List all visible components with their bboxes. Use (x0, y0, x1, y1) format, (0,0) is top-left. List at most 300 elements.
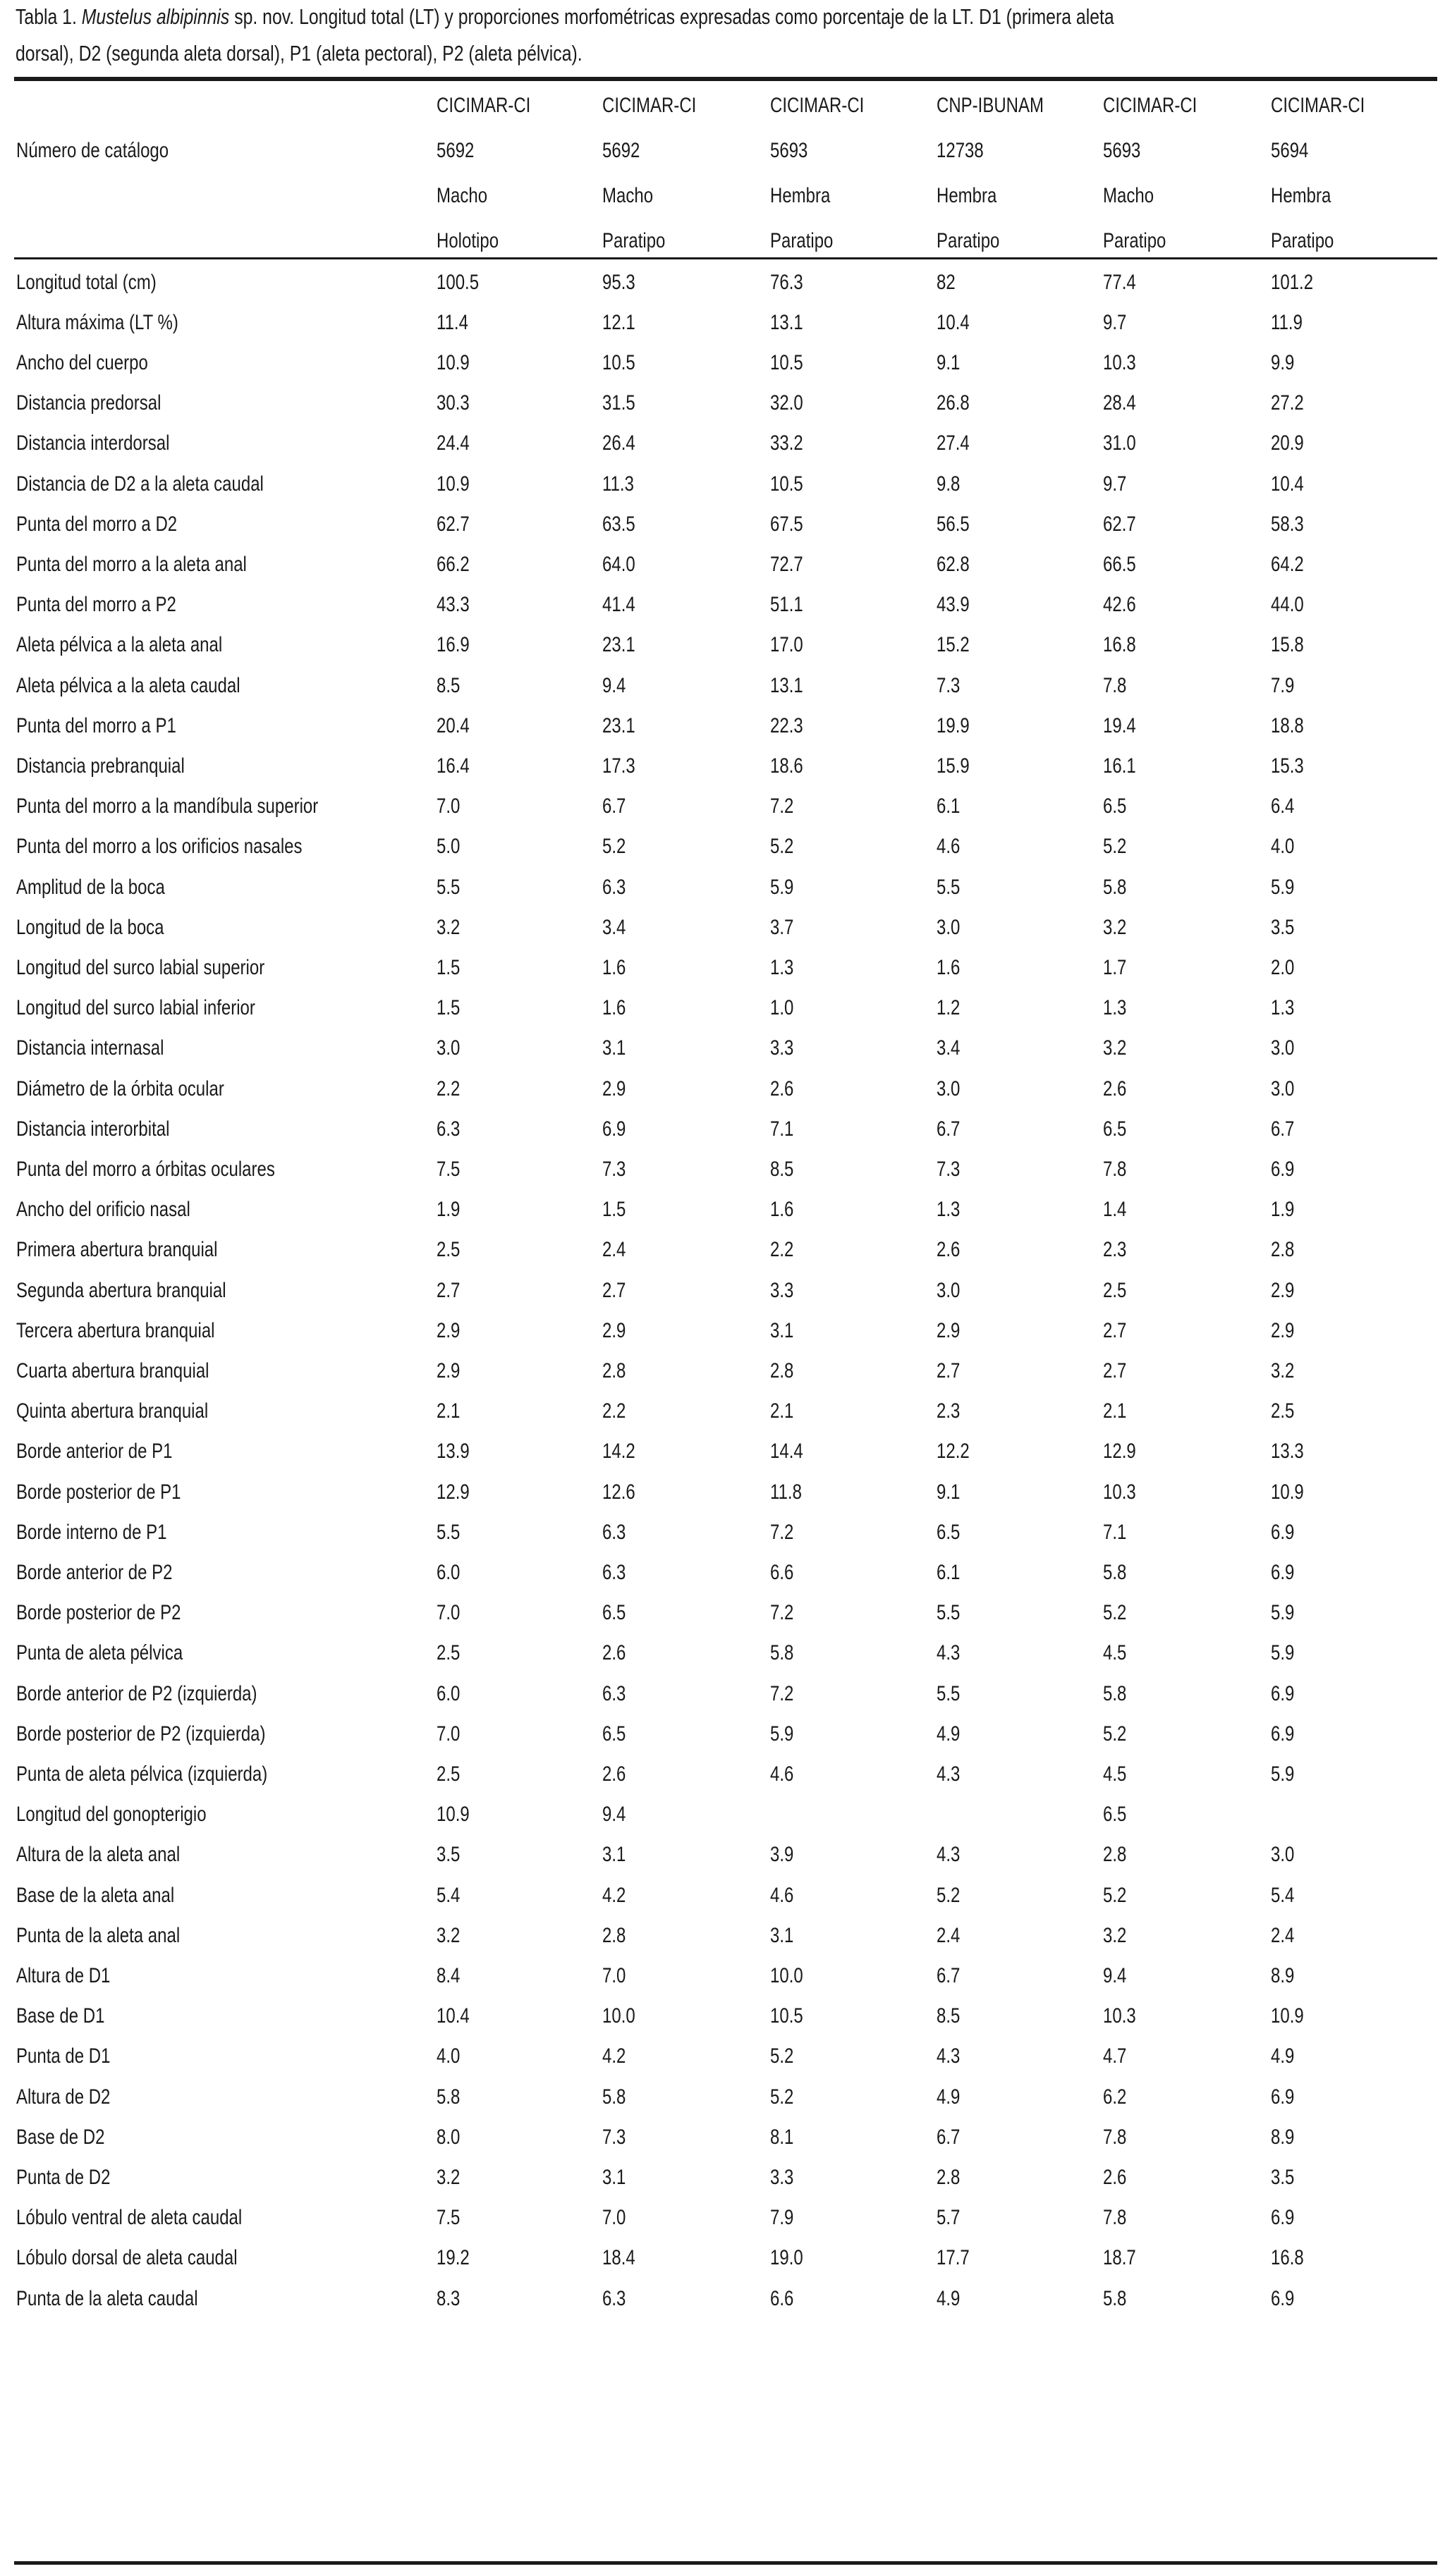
row-value-cell (937, 947, 1099, 988)
row-value: 2.2 (437, 1077, 461, 1100)
row-value-cell (1271, 585, 1433, 625)
row-value: 7.0 (437, 1601, 461, 1625)
table-row (0, 1714, 1445, 1754)
row-value-cell (770, 424, 932, 464)
row-value-cell (602, 262, 764, 302)
row-value: 2.9 (1271, 1278, 1295, 1302)
row-label: Distancia interorbital (16, 1117, 170, 1141)
row-value-cell (602, 1109, 764, 1149)
row-value: 77.4 (1103, 270, 1136, 294)
row-label-cell (16, 424, 425, 464)
row-value: 4.0 (437, 2044, 461, 2068)
row-value-cell (1103, 1512, 1265, 1552)
row-label-cell (16, 2117, 425, 2157)
row-label-cell (16, 1915, 425, 1956)
row-value-cell (437, 2117, 599, 2157)
row-value-cell (770, 1956, 932, 1996)
row-label-cell (16, 2198, 425, 2238)
column-number-cell (602, 128, 764, 173)
row-value: 3.2 (437, 915, 461, 939)
row-value-cell (1103, 827, 1265, 867)
row-value: 9.4 (602, 673, 626, 697)
row-value: 17.0 (770, 633, 803, 657)
column-number-cell (937, 128, 1099, 173)
table-row (0, 1270, 1445, 1311)
row-value-cell (602, 1997, 764, 2037)
row-value: 14.4 (770, 1440, 803, 1464)
row-value: 8.5 (437, 673, 461, 697)
row-value: 3.0 (1271, 1077, 1295, 1100)
row-value: 8.1 (770, 2125, 794, 2149)
row-value-cell (937, 625, 1099, 666)
row-value-cell (1271, 1392, 1433, 1432)
row-value-cell (437, 1795, 599, 1835)
table-row (0, 706, 1445, 746)
row-value-cell (437, 2157, 599, 2197)
table-row (0, 1109, 1445, 1149)
row-label: Punta del morro a la mandíbula superior (16, 795, 319, 818)
row-value-cell (937, 1351, 1099, 1391)
row-value-cell (1103, 1351, 1265, 1391)
row-value: 3.7 (770, 915, 794, 939)
row-value-cell (937, 1270, 1099, 1311)
row-label: Lóbulo ventral de aleta caudal (16, 2206, 243, 2230)
column-number-cell (770, 128, 932, 173)
row-value: 5.7 (937, 2206, 961, 2230)
row-value-cell (1271, 787, 1433, 827)
row-value-cell (770, 1392, 932, 1432)
row-value-cell (1103, 988, 1265, 1029)
row-label-cell (16, 1311, 425, 1351)
row-label-cell (16, 988, 425, 1029)
row-value: 6.7 (937, 1117, 961, 1141)
table-row (0, 907, 1445, 947)
row-value: 2.7 (1103, 1318, 1127, 1342)
row-value: 1.2 (937, 996, 961, 1020)
row-value: 11.4 (437, 310, 468, 334)
column-type: Paratipo (770, 229, 834, 252)
row-value-cell (1271, 504, 1433, 544)
row-label-cell (16, 625, 425, 666)
row-label: Punta del morro a D2 (16, 512, 178, 536)
row-label-cell (16, 907, 425, 947)
row-value: 1.6 (937, 955, 961, 979)
row-value-cell (1103, 2238, 1265, 2278)
row-label-cell (16, 1835, 425, 1875)
row-label: Distancia predorsal (16, 391, 161, 415)
row-value: 6.3 (602, 1560, 626, 1584)
row-value-cell (1103, 343, 1265, 383)
row-value: 15.9 (937, 754, 970, 778)
row-value: 2.8 (937, 2165, 961, 2189)
row-value: 6.9 (1271, 2286, 1295, 2310)
row-value-cell (770, 625, 932, 666)
row-value: 5.2 (770, 2085, 794, 2109)
row-value-cell (770, 1109, 932, 1149)
row-value-cell (937, 746, 1099, 786)
row-label-cell (16, 1593, 425, 1633)
row-value: 2.6 (1103, 2165, 1127, 2189)
row-value: 7.9 (770, 2206, 794, 2230)
column-number: 5692 (437, 139, 475, 162)
row-value: 5.2 (937, 1883, 961, 1907)
row-value-cell (937, 1956, 1099, 1996)
row-value-cell (602, 1674, 764, 1714)
row-value: 12.2 (937, 1440, 970, 1464)
column-type: Holotipo (437, 229, 499, 252)
row-value-cell (1271, 625, 1433, 666)
row-value: 3.2 (1103, 1036, 1127, 1060)
row-value-cell (1103, 2198, 1265, 2238)
row-value-cell (1271, 947, 1433, 988)
row-value-cell (770, 1311, 932, 1351)
row-value-cell (937, 504, 1099, 544)
row-value: 10.3 (1103, 350, 1136, 374)
row-value-cell (437, 1029, 599, 1069)
table-row (0, 262, 1445, 302)
row-value-cell (437, 1835, 599, 1875)
row-value-cell (602, 1432, 764, 1472)
row-value: 7.2 (770, 795, 794, 818)
row-value: 2.8 (602, 1923, 626, 1947)
column-collection-cell (1271, 83, 1433, 128)
row-value: 5.8 (1103, 875, 1127, 899)
row-value-cell (1271, 1795, 1433, 1835)
row-value-cell (770, 464, 932, 504)
row-value-cell (1103, 1270, 1265, 1311)
row-value-cell (770, 1512, 932, 1552)
row-value-cell (770, 384, 932, 424)
row-value-cell (602, 1754, 764, 1794)
row-value: 4.3 (937, 1843, 961, 1867)
row-value-cell (1271, 1714, 1433, 1754)
row-value: 19.4 (1103, 713, 1136, 737)
row-value-cell (1103, 1593, 1265, 1633)
row-value-cell (602, 1795, 764, 1835)
table-row (0, 2238, 1445, 2278)
row-value-cell (1103, 1754, 1265, 1794)
row-value: 5.5 (937, 1601, 961, 1625)
row-value: 3.2 (437, 1923, 461, 1947)
row-value-cell (937, 1754, 1099, 1794)
row-value: 3.2 (1271, 1358, 1295, 1382)
bottom-rule (14, 2561, 1437, 2565)
column-number-cell (1103, 128, 1265, 173)
row-value: 7.9 (1271, 673, 1295, 697)
row-value-cell (437, 706, 599, 746)
row-label-cell (16, 2037, 425, 2077)
row-value-cell (602, 907, 764, 947)
row-label-cell (16, 867, 425, 907)
column-type: Paratipo (602, 229, 666, 252)
row-value: 66.2 (437, 552, 470, 576)
row-value-cell (937, 787, 1099, 827)
row-value: 5.5 (937, 875, 961, 899)
row-value: 10.9 (437, 350, 470, 374)
row-value: 4.5 (1103, 1641, 1127, 1665)
row-value: 5.9 (1271, 1762, 1295, 1786)
row-value: 10.3 (1103, 2004, 1136, 2028)
row-value-cell (1271, 1230, 1433, 1270)
row-label: Borde posterior de P1 (16, 1480, 181, 1504)
row-value: 5.2 (1103, 1601, 1127, 1625)
row-value-cell (602, 706, 764, 746)
row-value: 3.0 (937, 1278, 961, 1302)
header-row-number (0, 128, 1445, 173)
row-value: 43.3 (437, 593, 470, 617)
table-row (0, 867, 1445, 907)
row-value-cell (937, 262, 1099, 302)
column-collection-cell (937, 83, 1099, 128)
row-value-cell (770, 1593, 932, 1633)
table-row (0, 424, 1445, 464)
row-value-cell (602, 2278, 764, 2319)
row-value-cell (602, 1714, 764, 1754)
row-value: 6.9 (1271, 1681, 1295, 1705)
row-value-cell (770, 1552, 932, 1593)
row-value-cell (770, 1270, 932, 1311)
caption-species: Mustelus albipinnis (81, 4, 230, 29)
row-value-cell (1271, 1875, 1433, 1915)
row-value: 1.6 (770, 1198, 794, 1222)
table-row (0, 1472, 1445, 1512)
row-label: Base de la aleta anal (16, 1883, 175, 1907)
row-value-cell (1271, 1633, 1433, 1674)
row-value-cell (1271, 2157, 1433, 2197)
row-value: 28.4 (1103, 391, 1136, 415)
row-label: Cuarta abertura branquial (16, 1358, 209, 1382)
row-value-cell (937, 2077, 1099, 2117)
column-collection-cell (602, 83, 764, 128)
row-value: 6.9 (1271, 1157, 1295, 1181)
row-value-cell (937, 384, 1099, 424)
row-value-cell (770, 585, 932, 625)
row-value: 7.8 (1103, 1157, 1127, 1181)
row-value: 7.2 (770, 1520, 794, 1544)
row-value: 5.2 (1103, 1883, 1127, 1907)
table-row (0, 625, 1445, 666)
row-value: 4.2 (602, 2044, 626, 2068)
row-value-cell (937, 1915, 1099, 1956)
row-value-cell (770, 1351, 932, 1391)
row-value-cell (602, 625, 764, 666)
table-row (0, 1029, 1445, 1069)
row-value-cell (1103, 1190, 1265, 1230)
row-value-cell (602, 2037, 764, 2077)
row-value-cell (937, 1835, 1099, 1875)
row-label: Tercera abertura branquial (16, 1318, 215, 1342)
row-value-cell (1103, 666, 1265, 706)
row-value: 8.3 (437, 2286, 461, 2310)
row-value-cell (937, 585, 1099, 625)
column-sex: Hembra (1271, 184, 1331, 207)
row-value: 5.2 (1103, 1722, 1127, 1746)
row-value: 20.9 (1271, 431, 1304, 455)
row-value-cell (437, 1432, 599, 1472)
row-value: 16.4 (437, 754, 470, 778)
table-row (0, 1432, 1445, 1472)
row-value-cell (602, 384, 764, 424)
row-value-cell (437, 787, 599, 827)
row-value: 56.5 (937, 512, 970, 536)
row-value: 1.5 (437, 955, 461, 979)
row-label: Punta del morro a P2 (16, 593, 176, 617)
column-number: 5694 (1271, 139, 1309, 162)
row-value-cell (602, 1593, 764, 1633)
row-value: 6.2 (1103, 2085, 1127, 2109)
table-row (0, 1593, 1445, 1633)
table-row (0, 1512, 1445, 1552)
row-value: 6.5 (937, 1520, 961, 1544)
row-value: 2.4 (1271, 1923, 1295, 1947)
row-value-cell (437, 666, 599, 706)
row-value-cell (1271, 2037, 1433, 2077)
row-value-cell (437, 907, 599, 947)
row-value-cell (1103, 1997, 1265, 2037)
row-value: 6.9 (602, 1117, 626, 1141)
row-value-cell (602, 1915, 764, 1956)
row-value: 22.3 (770, 713, 803, 737)
row-value-cell (437, 1997, 599, 2037)
row-value: 7.0 (437, 795, 461, 818)
row-value: 2.9 (602, 1077, 626, 1100)
row-value-cell (1103, 1432, 1265, 1472)
row-value: 9.8 (937, 472, 961, 496)
row-value: 2.6 (602, 1762, 626, 1786)
table-row (0, 947, 1445, 988)
row-value: 27.2 (1271, 391, 1304, 415)
row-value-cell (937, 2198, 1099, 2238)
row-label-cell (16, 1633, 425, 1674)
row-label: Punta del morro a los orificios nasales (16, 835, 303, 859)
row-value-cell (1103, 504, 1265, 544)
row-label-cell (16, 1270, 425, 1311)
row-value: 1.6 (602, 955, 626, 979)
row-value: 3.0 (1271, 1843, 1295, 1867)
table-row (0, 585, 1445, 625)
row-value: 6.6 (770, 1560, 794, 1584)
row-label: Diámetro de la órbita ocular (16, 1077, 224, 1100)
table-row (0, 302, 1445, 343)
row-value-cell (937, 1997, 1099, 2037)
row-value: 64.0 (602, 552, 635, 576)
row-value-cell (602, 988, 764, 1029)
row-value: 1.9 (1271, 1198, 1295, 1222)
row-value-cell (437, 1069, 599, 1109)
row-value-cell (1103, 1956, 1265, 1996)
row-value: 1.5 (437, 996, 461, 1020)
row-value: 6.1 (937, 1560, 961, 1584)
table-row (0, 1190, 1445, 1230)
row-value: 5.2 (1103, 835, 1127, 859)
row-value-cell (770, 867, 932, 907)
row-value: 3.4 (602, 915, 626, 939)
row-label: Borde anterior de P2 (izquierda) (16, 1681, 257, 1705)
top-rule (14, 77, 1437, 81)
row-value-cell (770, 1069, 932, 1109)
row-value-cell (437, 544, 599, 584)
row-value-cell (602, 746, 764, 786)
row-label: Longitud total (cm) (16, 270, 157, 294)
row-value: 66.5 (1103, 552, 1136, 576)
row-value: 3.3 (770, 1278, 794, 1302)
row-value-cell (1103, 1472, 1265, 1512)
row-value-cell (437, 1109, 599, 1149)
row-value-cell (437, 1674, 599, 1714)
row-value: 7.0 (602, 1963, 626, 1987)
row-value-cell (1103, 1915, 1265, 1956)
row-value-cell (437, 625, 599, 666)
row-value: 58.3 (1271, 512, 1304, 536)
row-value: 16.1 (1103, 754, 1136, 778)
table-row (0, 544, 1445, 584)
row-value-cell (1103, 867, 1265, 907)
row-value: 31.0 (1103, 431, 1136, 455)
row-label: Longitud del gonopterigio (16, 1803, 207, 1827)
row-value: 9.1 (937, 1480, 961, 1504)
row-value: 2.9 (437, 1318, 461, 1342)
table-row (0, 1915, 1445, 1956)
row-value: 2.5 (1103, 1278, 1127, 1302)
row-value: 3.1 (770, 1318, 794, 1342)
caption-prefix: Tabla 1. (16, 4, 82, 29)
row-value-cell (437, 2238, 599, 2278)
row-value-cell (602, 544, 764, 584)
row-value: 1.3 (770, 955, 794, 979)
row-value-cell (937, 1432, 1099, 1472)
row-value: 18.6 (770, 754, 803, 778)
row-value-cell (1271, 464, 1433, 504)
row-value: 2.5 (437, 1238, 461, 1262)
column-sex: Macho (602, 184, 654, 207)
row-label: Ancho del orificio nasal (16, 1198, 190, 1222)
row-value-cell (1103, 2157, 1265, 2197)
row-value: 100.5 (437, 270, 480, 294)
row-label: Punta del morro a P1 (16, 713, 176, 737)
row-label-cell (16, 384, 425, 424)
row-value-cell (437, 1714, 599, 1754)
row-value: 2.8 (1271, 1238, 1295, 1262)
row-label-cell (16, 504, 425, 544)
table-row (0, 1351, 1445, 1391)
row-value: 5.8 (602, 2085, 626, 2109)
row-value: 10.4 (1271, 472, 1304, 496)
row-value: 5.5 (937, 1681, 961, 1705)
row-value: 3.3 (770, 1036, 794, 1060)
row-value-cell (937, 1029, 1099, 1069)
row-label: Altura de la aleta anal (16, 1843, 181, 1867)
row-value-cell (1271, 666, 1433, 706)
row-value-cell (1103, 464, 1265, 504)
row-value-cell (770, 1432, 932, 1472)
row-value-cell (602, 1311, 764, 1351)
row-value: 5.4 (1271, 1883, 1295, 1907)
table-row (0, 2157, 1445, 2197)
row-label-cell (16, 464, 425, 504)
row-label: Altura de D2 (16, 2085, 111, 2109)
column-sex-cell (437, 173, 599, 219)
row-value-cell (1271, 2117, 1433, 2157)
row-value: 10.9 (1271, 2004, 1304, 2028)
row-value-cell (937, 1674, 1099, 1714)
row-value: 6.6 (770, 2286, 794, 2310)
row-value: 24.4 (437, 431, 470, 455)
row-value-cell (937, 1392, 1099, 1432)
row-label-cell (16, 2077, 425, 2117)
row-value-cell (437, 827, 599, 867)
row-value-cell (1271, 1029, 1433, 1069)
row-value-cell (937, 1714, 1099, 1754)
